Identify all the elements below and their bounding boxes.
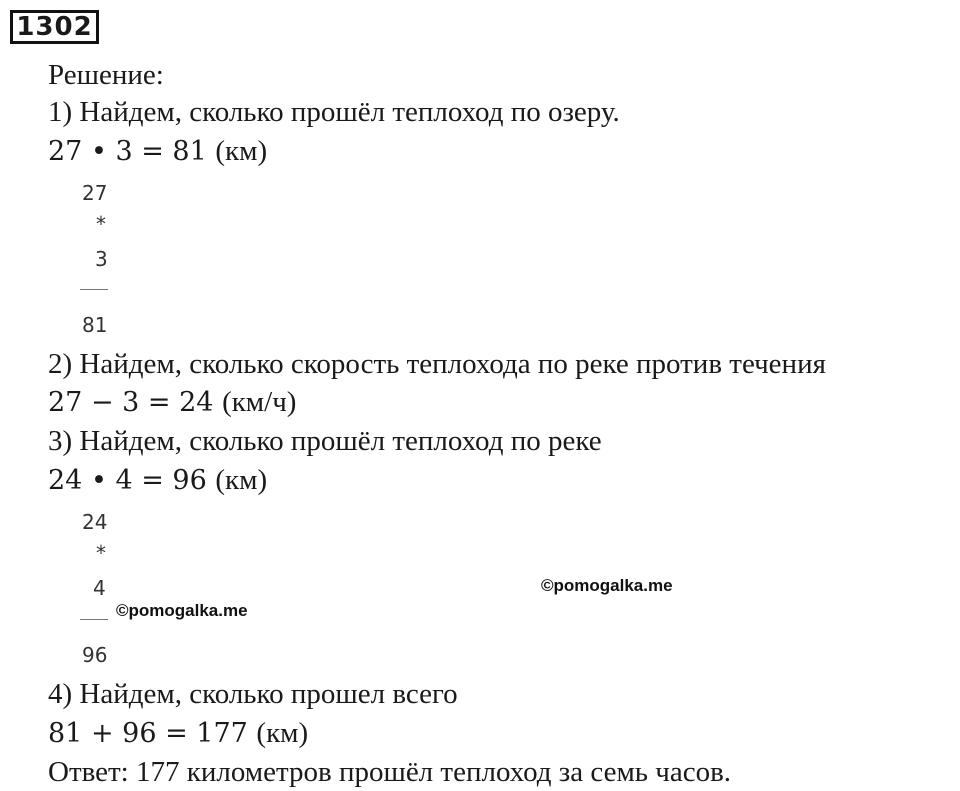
answer-text: Ответ: 177 километров прошёл теплоход за семь часов.	[48, 756, 732, 788]
column-2-bottom: 4	[93, 576, 106, 600]
column-1-operator: *	[96, 212, 106, 236]
step-2-equation	[48, 385, 296, 420]
step-2-unit: (км/ч)	[222, 386, 297, 418]
column-2-top: 24	[82, 510, 108, 534]
solution-heading: Решение:	[48, 59, 164, 91]
step-1-unit: (км)	[215, 135, 268, 167]
step-4-equation	[48, 716, 308, 751]
column-2-operator: *	[96, 541, 106, 565]
column-1-result: 81	[82, 313, 108, 337]
step-3-unit: (км)	[215, 464, 268, 496]
step-1-equation	[48, 134, 267, 169]
step-1-text: 1) Найдем, сколько прошёл теплоход по озеру.	[48, 96, 620, 128]
column-2-rule	[80, 619, 108, 620]
step-3-text: 3) Найдем, сколько прошёл теплоход по реке	[48, 425, 602, 457]
step-3-equation	[48, 463, 267, 498]
step-4-text: 4) Найдем, сколько прошел всего	[48, 678, 458, 710]
step-2-expression: 27 − 3 = 24	[48, 387, 214, 418]
step-4-unit: (км)	[256, 717, 309, 749]
step-3-expression: 24 • 4 = 96	[48, 465, 207, 496]
problem-number: 1302	[10, 10, 99, 44]
column-1-top: 27	[82, 181, 108, 205]
watermark-left: ©pomogalka.me	[116, 601, 248, 620]
column-1-bottom: 3	[95, 247, 108, 271]
step-4-expression: 81 + 96 = 177	[48, 718, 248, 749]
column-2-result: 96	[82, 643, 108, 667]
watermark-right: ©pomogalka.me	[541, 576, 673, 595]
column-1-rule	[80, 289, 108, 290]
step-1-expression: 27 • 3 = 81	[48, 136, 207, 167]
step-2-text: 2) Найдем, сколько скорость теплохода по реке против течения	[48, 348, 826, 380]
